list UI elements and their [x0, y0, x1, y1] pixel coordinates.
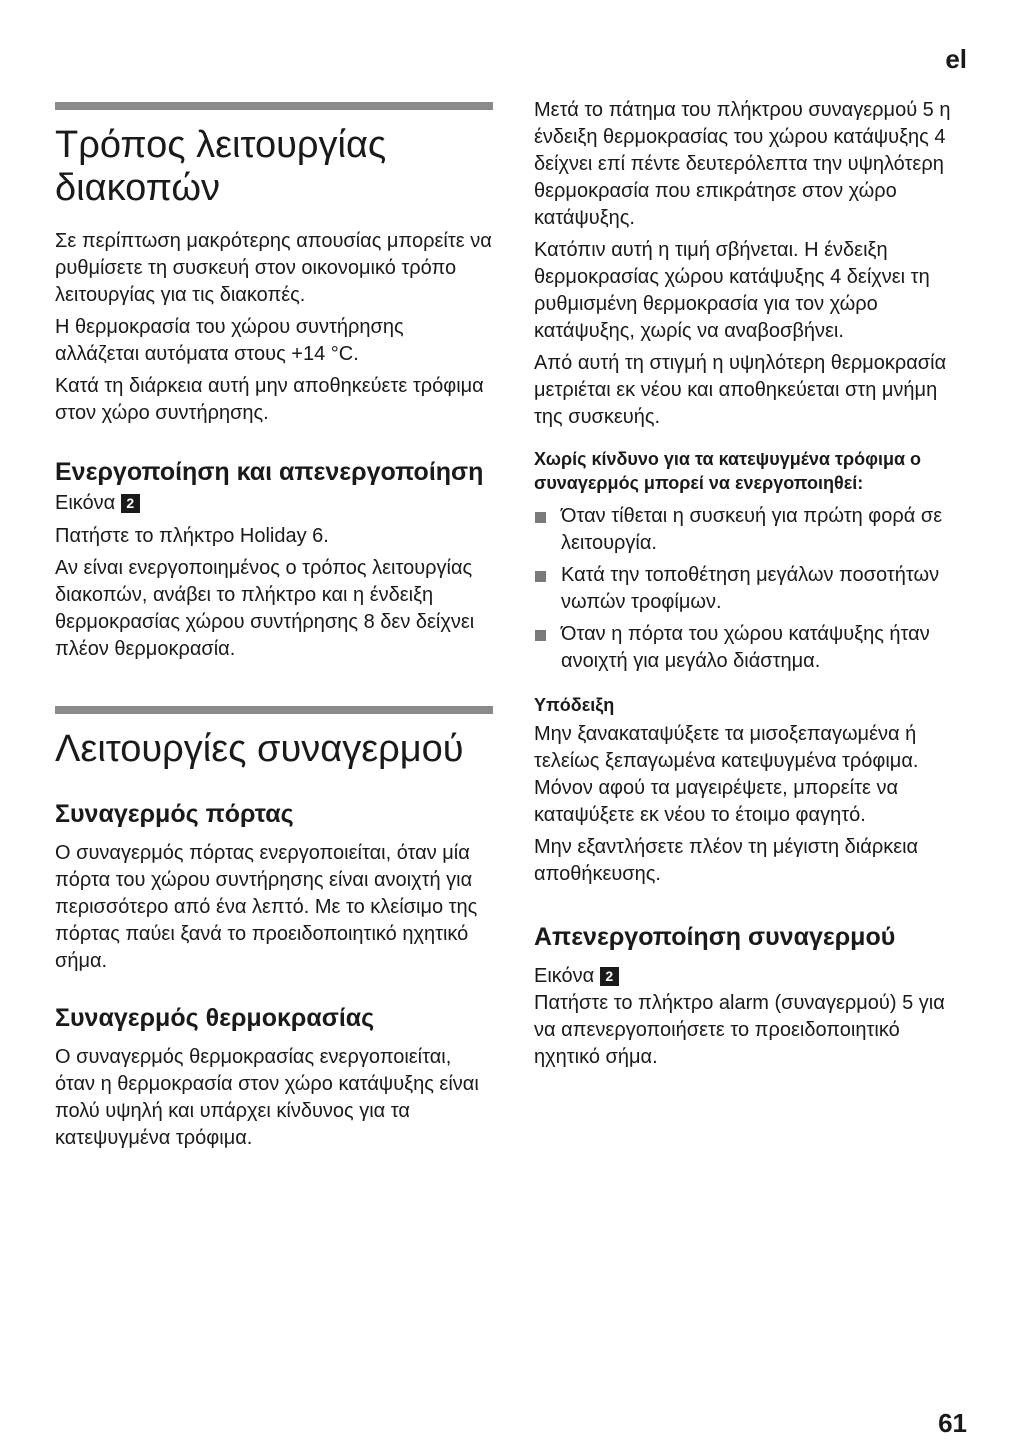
- section-rule: [55, 706, 493, 714]
- paragraph: Κατά τη διάρκεια αυτή μην αποθηκεύετε τρόφιμα στον χώρο συντήρησης.: [55, 375, 484, 424]
- subsection-title-temperature-alarm: Συναγερμός θερμοκρασίας: [55, 1004, 375, 1032]
- language-code: el: [945, 44, 967, 74]
- square-bullet-icon: [535, 630, 546, 641]
- figure-reference: [55, 490, 493, 517]
- figure-reference: [534, 963, 970, 990]
- note-paragraph: Μην ξανακαταψύξετε τα μισοξεπαγωμένα ή τελείως ξεπαγωμένα κατεψυγμένα τρόφιμα. Μόνον αφού τα μαγειρέψετε, μπορείτε να καταψύξετε εκ νέου το έτοιμο φαγητό.: [534, 723, 919, 826]
- bold-heading: Χωρίς κίνδυνο για τα κατεψυγμένα τρόφιμα ο συναγερμός μπορεί να ενεργοποιηθεί:: [534, 449, 922, 493]
- list-item: Κατά την τοποθέτηση μεγάλων ποσοτήτων νωπών τροφίμων.: [534, 562, 970, 616]
- left-column: [55, 0, 493, 1152]
- list-item: Όταν η πόρτα του χώρου κατάψυξης ήταν ανοιχτή για μεγάλο διάστημα.: [534, 621, 970, 675]
- figure-label: Εικόνα: [534, 965, 595, 987]
- section-rule: [55, 102, 493, 110]
- section-title-holiday: Τρόπος λειτουργίας διακοπών: [55, 124, 387, 209]
- figure-number-badge: 2: [600, 967, 619, 986]
- figure-label: Εικόνα: [55, 492, 116, 514]
- paragraph: Από αυτή τη στιγμή η υψηλότερη θερμοκρασία μετριέται εκ νέου και αποθηκεύεται στη μνήμη της συσκευής.: [534, 352, 947, 428]
- paragraph: Σε περίπτωση μακρότερης απουσίας μπορείτε να ρυθμίσετε τη συσκευή στον οικονομικό τρόπο λειτουργίας για τις διακοπές.: [55, 230, 492, 306]
- paragraph: Η θερμοκρασία του χώρου συντήρησης αλλάζεται αυτόματα στους +14 °C.: [55, 316, 404, 365]
- section-title-alarms: Λειτουργίες συναγερμού: [55, 728, 464, 770]
- subsection-title-on-off: Ενεργοποίηση και απενεργοποίηση: [55, 458, 484, 486]
- subsection-title-deactivate-alarm: Απενεργοποίηση συναγερμού: [534, 923, 896, 951]
- paragraph: Μετά το πάτημα του πλήκτρου συναγερμού 5 η ένδειξη θερμοκρασίας του χώρου κατάψυξης 4 δείχνει επί πέντε δευτερόλεπτα την υψηλότερη θερμοκρασία που επικράτησε στον χώρο κατάψυξης.: [534, 99, 951, 229]
- bullet-list: [534, 503, 970, 675]
- subsection-title-door-alarm: Συναγερμός πόρτας: [55, 800, 294, 828]
- paragraph: Αν είναι ενεργοποιημένος ο τρόπος λειτουργίας διακοπών, ανάβει το πλήκτρο και η ένδειξη θερμοκρασίας χώρου συντήρησης 8 δεν δείχνει πλέον θερμοκρασία.: [55, 557, 475, 660]
- paragraph: Πατήστε το πλήκτρο Holiday 6.: [55, 525, 329, 547]
- figure-number-badge: 2: [121, 494, 140, 513]
- paragraph: Πατήστε το πλήκτρο alarm (συναγερμού) 5 για να απενεργοποιήσετε το προειδοποιητικό ηχητικό σήμα.: [534, 992, 945, 1068]
- square-bullet-icon: [535, 571, 546, 582]
- square-bullet-icon: [535, 512, 546, 523]
- paragraph: Ο συναγερμός θερμοκρασίας ενεργοποιείται, όταν η θερμοκρασία στον χώρο κατάψυξης είναι πολύ υψηλή και υπάρχει κίνδυνος για τα κατεψυγμένα τρόφιμα.: [55, 1046, 479, 1149]
- page-number: 61: [938, 1408, 967, 1438]
- right-column: [534, 0, 970, 1071]
- paragraph: Ο συναγερμός πόρτας ενεργοποιείται, όταν μία πόρτα του χώρου συντήρησης είναι ανοιχτή για περισσότερο από ένα λεπτό. Με το κλείσιμο της πόρτας παύει ξανά το προειδοποιητικό ηχητικό σήμα.: [55, 842, 478, 972]
- paragraph: Κατόπιν αυτή η τιμή σβήνεται. Η ένδειξη θερμοκρασίας χώρου κατάψυξης 4 δείχνει τη ρυθμισμένη θερμοκρασία για τον χώρο κατάψυξης, χωρίς να αναβοσβήνει.: [534, 239, 930, 342]
- note-paragraph: Μην εξαντλήσετε πλέον τη μέγιστη διάρκεια αποθήκευσης.: [534, 836, 919, 885]
- list-item: Όταν τίθεται η συσκευή για πρώτη φορά σε λειτουργία.: [534, 503, 970, 557]
- note-heading: Υπόδειξη: [534, 695, 615, 715]
